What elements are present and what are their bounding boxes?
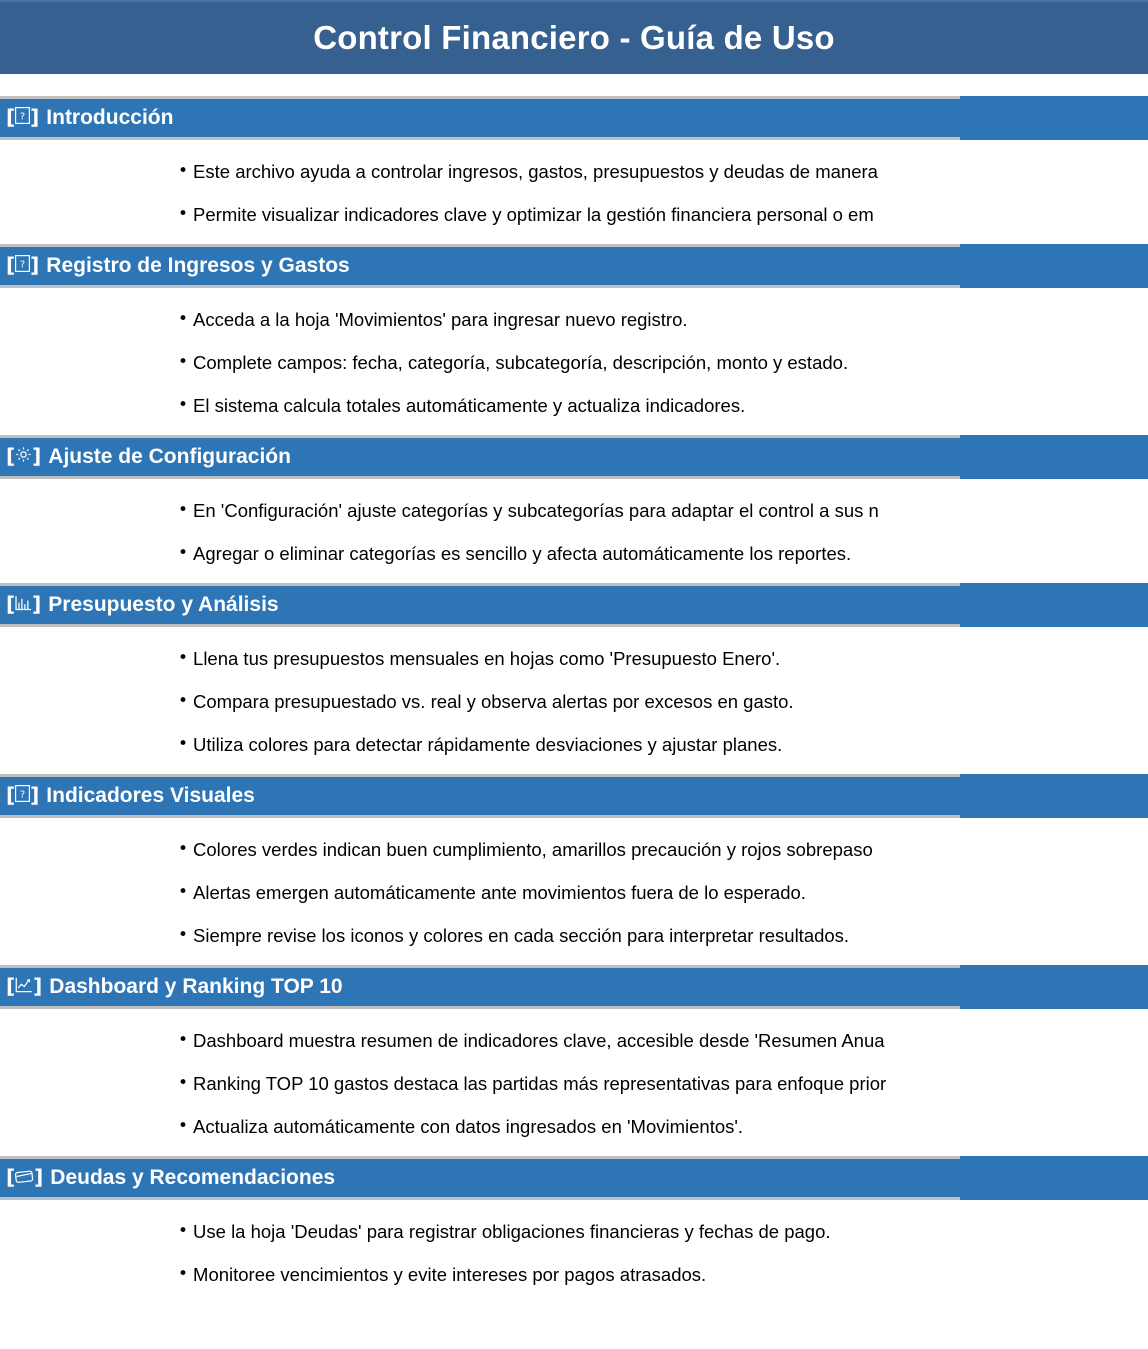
bullet-dot-icon: • xyxy=(178,1264,189,1284)
bullet-text: Utiliza colores para detectar rápidamente desviaciones y ajustar planes. xyxy=(193,733,783,755)
bullet-dot-icon: • xyxy=(178,1073,189,1093)
section-bullet-list xyxy=(0,288,1148,435)
gear-icon xyxy=(15,446,32,468)
section-title: Registro de Ingresos y Gastos xyxy=(46,254,350,277)
missing-glyph-icon xyxy=(15,255,30,277)
missing-glyph-icon xyxy=(15,107,30,129)
section-header-inner xyxy=(0,445,291,469)
section-header-4[interactable] xyxy=(0,583,1148,627)
bullet-item xyxy=(0,384,1148,427)
bracket-open: [ xyxy=(6,783,16,807)
section-title: Dashboard y Ranking TOP 10 xyxy=(49,975,343,998)
bullet-item xyxy=(0,914,1148,957)
bullet-text: Acceda a la hoja 'Movimientos' para ingresar nuevo registro. xyxy=(193,308,688,330)
section-header-3[interactable] xyxy=(0,435,1148,479)
guide-section xyxy=(0,244,1148,435)
section-bullet-list xyxy=(0,140,1148,244)
guide-section xyxy=(0,435,1148,583)
guide-section xyxy=(0,774,1148,965)
bullet-dot-icon: • xyxy=(178,543,189,563)
title-spacer xyxy=(0,74,1148,96)
sections-container xyxy=(0,96,1148,1304)
section-title: Presupuesto y Análisis xyxy=(48,593,279,616)
bullet-dot-icon: • xyxy=(178,204,189,224)
bullet-dot-icon: • xyxy=(178,839,189,859)
bracket-open: [ xyxy=(6,1165,16,1189)
bullet-text: Actualiza automáticamente con datos ingresados en 'Movimientos'. xyxy=(193,1115,744,1137)
bullet-text: Compara presupuestado vs. real y observa alertas por excesos en gasto. xyxy=(193,690,794,712)
section-bullet-list xyxy=(0,1009,1148,1156)
bullet-dot-icon: • xyxy=(178,1116,189,1136)
bullet-text: Monitoree vencimientos y evite intereses por pagos atrasados. xyxy=(193,1263,707,1285)
bullet-item xyxy=(0,298,1148,341)
section-bullet-list xyxy=(0,627,1148,774)
section-title: Deudas y Recomendaciones xyxy=(50,1166,336,1189)
bullet-item xyxy=(0,1019,1148,1062)
guide-section xyxy=(0,1156,1148,1304)
bullet-text: Ranking TOP 10 gastos destaca las partidas más representativas para enfoque prior xyxy=(193,1072,887,1094)
bullet-text: Agregar o eliminar categorías es sencillo y afecta automáticamente los reportes. xyxy=(193,542,852,564)
bullet-dot-icon: • xyxy=(178,500,189,520)
bracket-open: [ xyxy=(6,105,16,129)
bullet-text: Dashboard muestra resumen de indicadores clave, accesible desde 'Resumen Anua xyxy=(193,1029,885,1051)
bracket-open: [ xyxy=(6,444,16,468)
section-bullet-list xyxy=(0,479,1148,583)
bullet-dot-icon: • xyxy=(178,882,189,902)
bullet-item xyxy=(0,193,1148,236)
bullet-item xyxy=(0,1062,1148,1105)
section-title: Introducción xyxy=(46,106,174,129)
bullet-dot-icon: • xyxy=(178,1030,189,1050)
bullet-item xyxy=(0,489,1148,532)
section-title: Indicadores Visuales xyxy=(46,784,255,807)
guide-section xyxy=(0,96,1148,244)
bracket-open: [ xyxy=(6,974,16,998)
bullet-item xyxy=(0,723,1148,766)
section-header-5[interactable] xyxy=(0,774,1148,818)
bracket-close: ] xyxy=(30,253,40,277)
bullet-text: En 'Configuración' ajuste categorías y subcategorías para adaptar el control a sus n xyxy=(193,499,879,521)
bullet-item xyxy=(0,341,1148,384)
svg-text:?: ? xyxy=(19,259,26,271)
line-chart-icon xyxy=(15,976,33,998)
bracket-open: [ xyxy=(6,592,16,616)
section-icon-bracket xyxy=(6,255,39,276)
section-icon-bracket xyxy=(6,107,39,128)
bracket-close: ] xyxy=(33,974,43,998)
section-header-inner xyxy=(0,975,343,999)
section-header-6[interactable] xyxy=(0,965,1148,1009)
svg-text:?: ? xyxy=(19,111,26,123)
bracket-open: [ xyxy=(6,253,16,277)
bullet-text: Complete campos: fecha, categoría, subcategoría, descripción, monto y estado. xyxy=(193,351,849,373)
bullet-dot-icon: • xyxy=(178,734,189,754)
bullet-item xyxy=(0,1105,1148,1148)
section-header-7[interactable] xyxy=(0,1156,1148,1200)
section-icon-bracket xyxy=(6,976,42,997)
section-bullet-list xyxy=(0,818,1148,965)
svg-text:?: ? xyxy=(19,789,26,801)
bullet-text: El sistema calcula totales automáticamente y actualiza indicadores. xyxy=(193,394,746,416)
bullet-item xyxy=(0,680,1148,723)
section-icon-bracket xyxy=(6,594,41,615)
bullet-item xyxy=(0,1210,1148,1253)
bullet-dot-icon: • xyxy=(178,352,189,372)
bracket-close: ] xyxy=(30,783,40,807)
section-icon-bracket xyxy=(6,446,41,467)
bullet-text: Colores verdes indican buen cumplimiento, amarillos precaución y rojos sobrepaso xyxy=(193,838,873,860)
section-header-inner xyxy=(0,254,350,278)
section-header-2[interactable] xyxy=(0,244,1148,288)
bullet-item xyxy=(0,637,1148,680)
credit-card-icon xyxy=(15,1167,34,1189)
guide-section xyxy=(0,583,1148,774)
section-header-inner xyxy=(0,784,255,808)
bullet-text: Alertas emergen automáticamente ante movimientos fuera de lo esperado. xyxy=(193,881,806,903)
bar-chart-icon xyxy=(15,594,32,616)
section-header-inner xyxy=(0,593,279,617)
bullet-text: Este archivo ayuda a controlar ingresos, gastos, presupuestos y deudas de manera xyxy=(193,160,878,182)
page-title: Control Financiero - Guía de Uso xyxy=(313,19,835,56)
bracket-close: ] xyxy=(30,105,40,129)
bullet-text: Siempre revise los iconos y colores en cada sección para interpretar resultados. xyxy=(193,924,850,946)
bullet-dot-icon: • xyxy=(178,309,189,329)
bullet-text: Llena tus presupuestos mensuales en hojas como 'Presupuesto Enero'. xyxy=(193,647,781,669)
bracket-close: ] xyxy=(32,592,42,616)
bullet-dot-icon: • xyxy=(178,161,189,181)
bullet-item xyxy=(0,150,1148,193)
section-icon-bracket xyxy=(6,785,39,806)
bullet-dot-icon: • xyxy=(178,395,189,415)
bullet-text: Permite visualizar indicadores clave y optimizar la gestión financiera personal o em xyxy=(193,203,874,225)
bullet-dot-icon: • xyxy=(178,691,189,711)
document-title-bar xyxy=(0,0,1148,74)
section-icon-bracket xyxy=(6,1167,43,1188)
bracket-close: ] xyxy=(32,444,42,468)
bullet-dot-icon: • xyxy=(178,925,189,945)
bullet-text: Use la hoja 'Deudas' para registrar obligaciones financieras y fechas de pago. xyxy=(193,1220,831,1242)
guide-section xyxy=(0,965,1148,1156)
missing-glyph-icon xyxy=(15,785,30,807)
section-bullet-list xyxy=(0,1200,1148,1304)
bullet-item xyxy=(0,828,1148,871)
section-header-inner xyxy=(0,1166,335,1190)
section-header-1[interactable] xyxy=(0,96,1148,140)
section-header-inner xyxy=(0,106,173,130)
section-title: Ajuste de Configuración xyxy=(48,445,291,468)
bullet-item xyxy=(0,1253,1148,1296)
bullet-item xyxy=(0,871,1148,914)
bullet-dot-icon: • xyxy=(178,1221,189,1241)
bracket-close: ] xyxy=(34,1165,44,1189)
bullet-dot-icon: • xyxy=(178,648,189,668)
bullet-item xyxy=(0,532,1148,575)
